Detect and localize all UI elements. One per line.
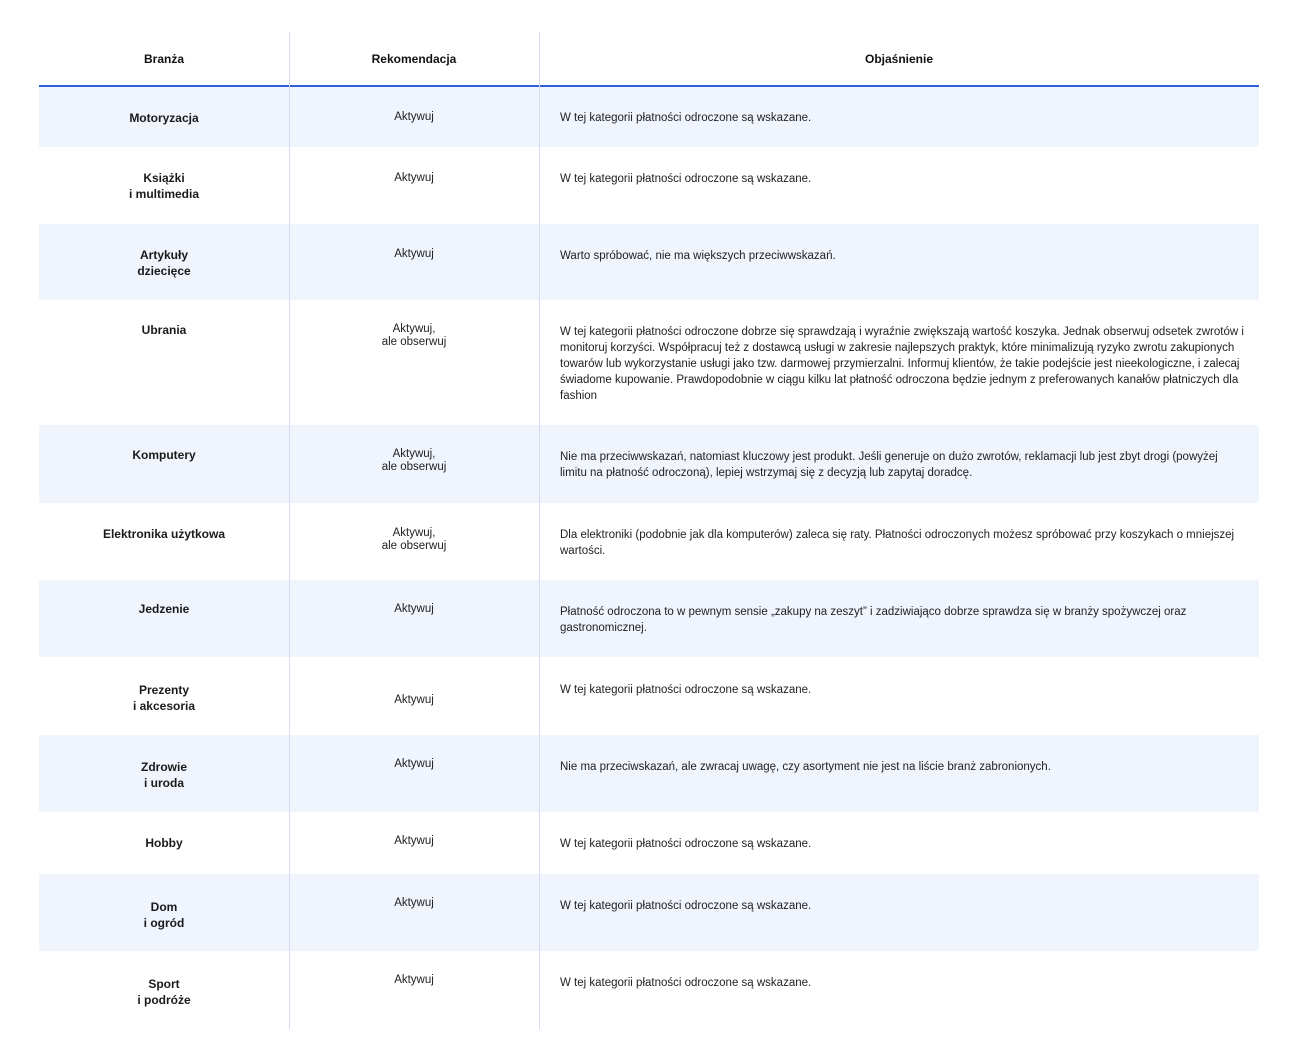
cell-objasnienie: W tej kategorii płatności odroczone są wskazane. (560, 684, 812, 696)
cell-branza: Elektronika użytkowa (102, 527, 226, 541)
cell-objasnienie: W tej kategorii płatności odroczone są wskazane. (560, 112, 812, 124)
cell-rekomendacja: Aktywuj (394, 172, 434, 184)
table-row (39, 87, 1259, 147)
cell-branza: Książki i multimedia (128, 171, 199, 201)
table-row (39, 425, 1259, 503)
table-header (39, 32, 1259, 87)
table-row (39, 580, 1259, 657)
table-row (39, 147, 1259, 224)
cell-objasnienie: Dla elektroniki (podobnie jak dla komputerów) zaleca się raty. Płatności odroczonych możesz spróbować przy koszykach o mniejszej wartości. (560, 529, 1235, 557)
table-row (39, 874, 1259, 951)
cell-objasnienie: W tej kategorii płatności odroczone są wskazane. (560, 173, 812, 185)
cell-branza: Motoryzacja (129, 111, 199, 125)
table-row (39, 951, 1259, 1029)
cell-branza: Artykuły dziecięce (137, 248, 191, 278)
header-rekomendacja: Rekomendacja (371, 51, 457, 66)
cell-branza: Dom i ogród (143, 900, 185, 930)
cell-objasnienie: Płatność odroczona to w pewnym sensie „zakupy na zeszyt” i zadziwiająco dobrze sprawdza się w branży spożywczej oraz gastronomicznej. (560, 606, 1187, 634)
table-row (39, 812, 1259, 874)
header-branza: Branża (143, 51, 184, 66)
cell-branza: Sport i podróże (137, 977, 191, 1007)
cell-rekomendacja: Aktywuj (394, 835, 434, 847)
table-row (39, 735, 1259, 812)
cell-objasnienie: W tej kategorii płatności odroczone są wskazane. (560, 838, 812, 850)
cell-rekomendacja: Aktywuj (394, 248, 434, 260)
column-divider (539, 32, 540, 1029)
cell-objasnienie: W tej kategorii płatności odroczone są wskazane. (560, 977, 812, 989)
cell-branza: Zdrowie i uroda (140, 760, 187, 790)
cell-objasnienie: Warto spróbować, nie ma większych przeciwwskazań. (560, 250, 836, 262)
recommendation-table (39, 32, 1259, 1029)
cell-rekomendacja: Aktywuj (394, 974, 434, 986)
cell-rekomendacja: Aktywuj (394, 694, 434, 706)
cell-objasnienie: W tej kategorii płatności odroczone są wskazane. (560, 900, 812, 912)
cell-objasnienie: W tej kategorii płatności odroczone dobrze się sprawdzają i wyraźnie zwiększają wartość koszyka. Jednak obserwuj odsetek zwrotów i monitoruj korzyści. Współpracuj też z dostawcą usługi w zakresie najlepszych praktyk, które minimalizują ryzyko zwrotu zakupionych towarów lub wykorzystanie usługi jako tzw. darmowej przymierzalni. Informuj klientów, że takie podejście jest nieekologiczne, i zalecaj świadome kupowanie. Prawdopodobnie w ciągu kilku lat płatność odroczona będzie jednym z preferowanych kanałów płatniczych dla fashion (560, 326, 1244, 402)
table-row (39, 300, 1259, 425)
cell-rekomendacja: Aktywuj (394, 111, 434, 123)
cell-rekomendacja: Aktywuj (394, 603, 434, 615)
cell-branza: Komputery (132, 448, 196, 462)
cell-rekomendacja: Aktywuj, ale obserwuj (381, 323, 447, 348)
cell-rekomendacja: Aktywuj, ale obserwuj (381, 448, 447, 473)
cell-rekomendacja: Aktywuj (394, 758, 434, 770)
cell-objasnienie: Nie ma przeciwskazań, ale zwracaj uwagę, czy asortyment nie jest na liście branż zabronionych. (560, 761, 1051, 773)
cell-rekomendacja: Aktywuj (394, 897, 434, 909)
header-objasnienie: Objaśnienie (864, 51, 934, 66)
table-row (39, 224, 1259, 300)
table-row (39, 657, 1259, 735)
cell-branza: Prezenty i akcesoria (132, 683, 196, 713)
cell-objasnienie: Nie ma przeciwwskazań, natomiast kluczowy jest produkt. Jeśli generuje on dużo zwrotów, reklamacji lub jest zbyt drogi (powyżej limitu na płatność odroczoną), lepiej wstrzymaj się z decyzją lub zapytaj doradcę. (560, 451, 1218, 479)
column-divider (289, 32, 290, 1029)
cell-branza: Jedzenie (138, 602, 190, 616)
table-row (39, 503, 1259, 580)
cell-rekomendacja: Aktywuj, ale obserwuj (381, 527, 447, 552)
cell-branza: Ubrania (141, 323, 187, 337)
cell-branza: Hobby (145, 836, 183, 850)
